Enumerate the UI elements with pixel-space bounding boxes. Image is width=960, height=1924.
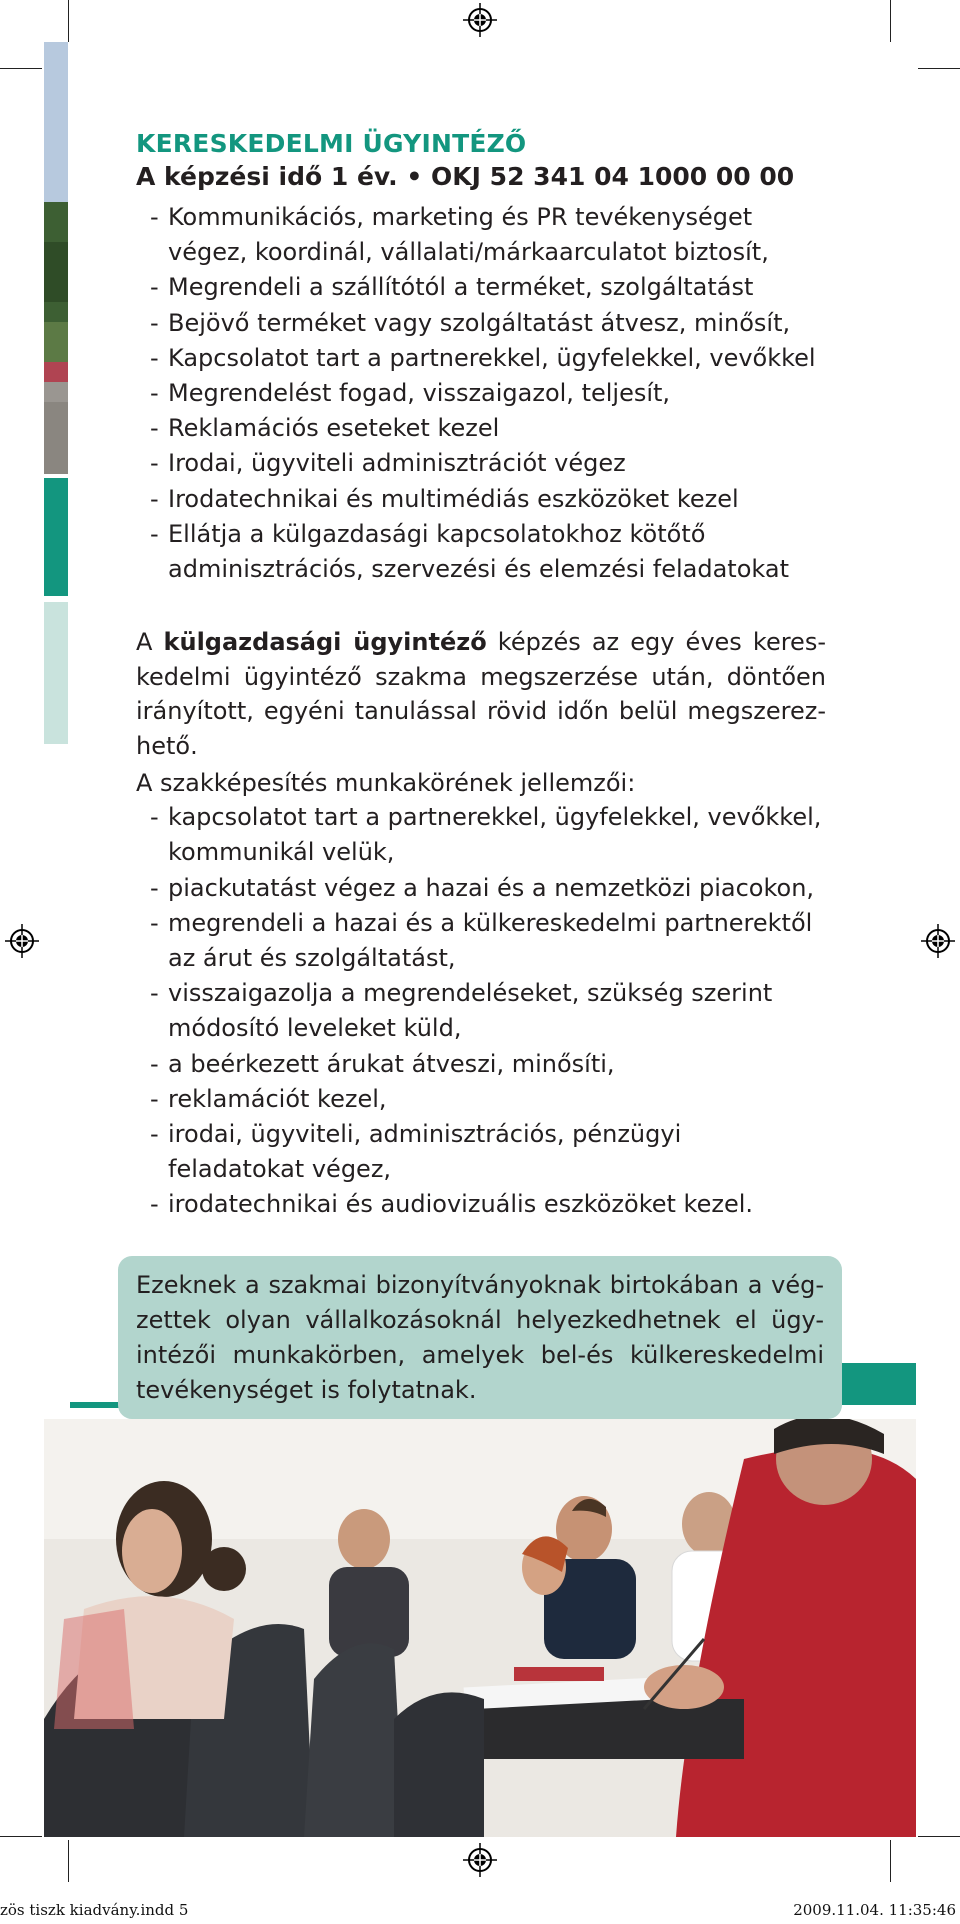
list-item-continuation: végez, koordinál, vállalati/márkaarculatot biztosít,: [168, 238, 769, 267]
list-item: - visszaigazolja a megrendeléseket, szükség szerint: [150, 976, 826, 1011]
left-photo-strip: [44, 42, 68, 474]
list-item: - Ellátja a külgazdasági kapcsolatokhoz kötőtő: [150, 517, 826, 552]
list-item-continuation: módosító leveleket küld,: [168, 1014, 462, 1043]
list-item-continuation: az árut és szolgáltatást,: [168, 944, 456, 973]
footer-right: 2009.11.04. 11:35:46: [793, 1901, 956, 1919]
left-accent-strip: [44, 478, 68, 596]
duties-list: [136, 200, 826, 587]
left-light-strip: [44, 602, 68, 744]
list-item: - kapcsolatot tart a partnerekkel, ügyfelekkel, vevőkkel,: [150, 800, 826, 835]
intro-paragraph: [136, 625, 826, 763]
characteristics-heading: A szakképesítés munkakörének jellemzői:: [136, 768, 636, 797]
list-item-continuation: adminisztrációs, szervezési és elemzési feladatokat: [168, 555, 789, 584]
callout-text: Ezeknek a szakmai bizonyítványoknak birtokában a vég-zettek olyan vállalkozásoknál helyezkedhetnek el ügy-intézői munkakörben, amelyek bel-és külkereskedelmi tevékenységet is folytatnak.: [136, 1271, 824, 1404]
page-subtitle: A képzési idő 1 év. • OKJ 52 341 04 1000 00 00: [136, 162, 795, 191]
registration-mark-icon: [5, 924, 39, 958]
intro-text: képzés az egy éves keres-kedelmi ügyintéző szakma megszerzése után, döntően irányított, egyéni tanulással rövid időn belül megszerez-hető.: [136, 628, 826, 761]
intro-bold-term: külgazdasági ügyintéző: [163, 628, 487, 657]
crop-mark: [890, 1840, 891, 1882]
list-item: - Reklamációs eseteket kezel: [150, 411, 826, 446]
list-item: - reklamációt kezel,: [150, 1082, 826, 1117]
callout-box: [118, 1256, 842, 1419]
list-item: - Megrendeli a szállítótól a terméket, szolgáltatást: [150, 270, 826, 305]
crop-mark: [0, 1836, 42, 1837]
list-item-continuation: feladatokat végez,: [168, 1155, 392, 1184]
list-item: - piackutatást végez a hazai és a nemzetközi piacokon,: [150, 871, 826, 906]
list-item: - a beérkezett árukat átveszi, minősíti,: [150, 1047, 826, 1082]
list-item: - Irodatechnikai és multimédiás eszközöket kezel: [150, 482, 826, 517]
list-item: - Bejövő terméket vagy szolgáltatást átvesz, minősít,: [150, 306, 826, 341]
crop-mark: [890, 0, 891, 42]
registration-mark-icon: [463, 1843, 497, 1877]
list-item: - megrendeli a hazai és a külkereskedelmi partnerektől: [150, 906, 826, 941]
footer-left: zös tiszk kiadvány.indd 5: [0, 1901, 189, 1919]
accent-block: [842, 1363, 916, 1405]
list-item: - irodai, ügyviteli, adminisztrációs, pénzügyi: [150, 1117, 826, 1152]
intro-prefix: A: [136, 628, 164, 657]
list-item: - Kapcsolatot tart a partnerekkel, ügyfelekkel, vevőkkel: [150, 341, 826, 376]
list-item-continuation: kommunikál velük,: [168, 838, 395, 867]
classroom-photo: [44, 1419, 916, 1837]
list-item: - Irodai, ügyviteli adminisztrációt végez: [150, 446, 826, 481]
crop-mark: [68, 1840, 69, 1882]
accent-line: [70, 1402, 120, 1408]
characteristics-list: [136, 800, 826, 1222]
crop-mark: [918, 1836, 960, 1837]
registration-mark-icon: [921, 924, 955, 958]
registration-mark-icon: [463, 3, 497, 37]
page-title: KERESKEDELMI ÜGYINTÉZŐ: [136, 129, 527, 158]
main-content: [136, 128, 826, 1223]
list-item: - irodatechnikai és audiovizuális eszközöket kezel.: [150, 1187, 826, 1222]
crop-mark: [68, 0, 69, 42]
crop-mark: [0, 68, 42, 69]
crop-mark: [918, 68, 960, 69]
list-item: - Megrendelést fogad, visszaigazol, teljesít,: [150, 376, 826, 411]
list-item: - Kommunikációs, marketing és PR tevékenységet: [150, 200, 826, 235]
